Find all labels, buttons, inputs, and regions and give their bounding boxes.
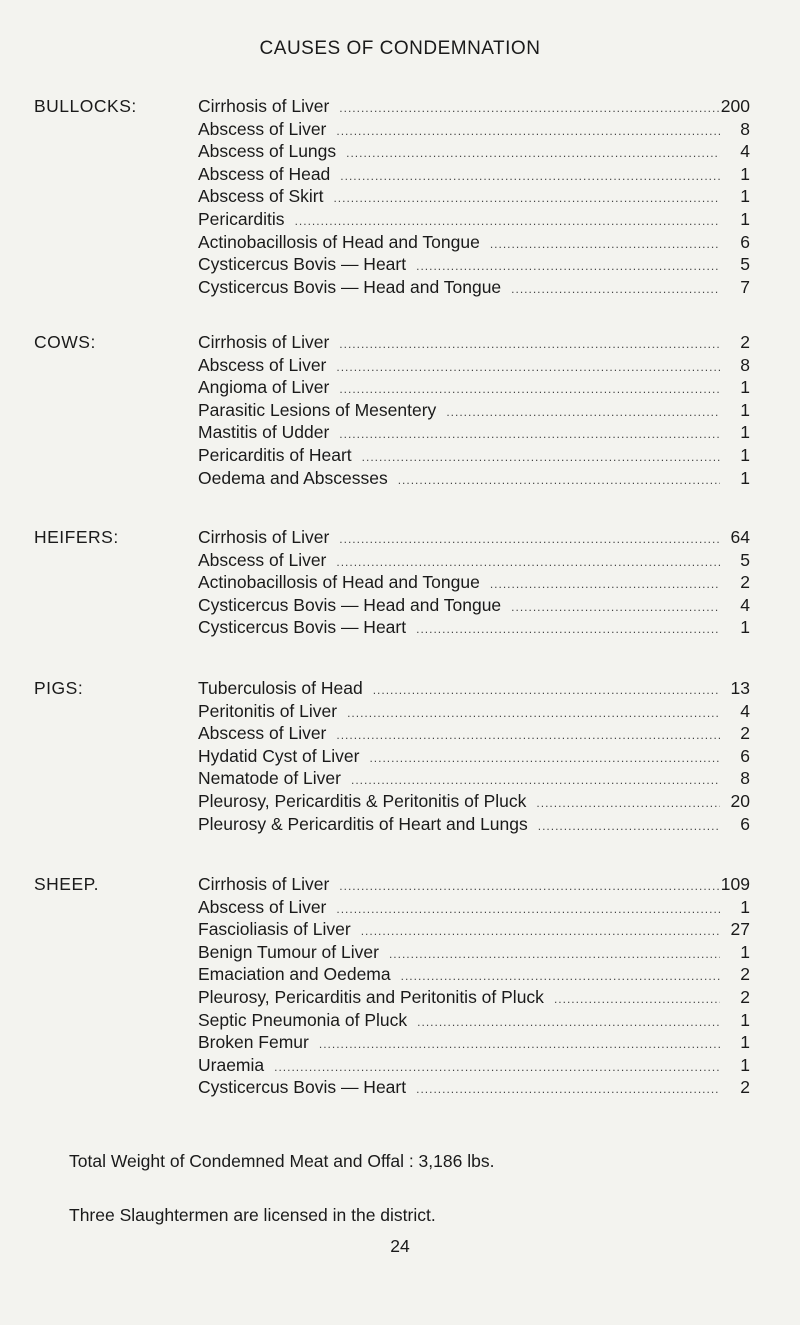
dot-leader [336,124,720,138]
cause-count: 8 [740,118,750,139]
dot-leader [362,450,720,464]
cause-row [198,897,750,920]
cause-label: Septic Pneumonia of Pluck [198,1009,408,1030]
dot-leader [339,427,720,441]
cause-label: Parasitic Lesions of Mesentery [198,399,437,420]
dot-leader [389,947,720,961]
cause-count: 1 [740,617,750,638]
cause-label: Pleurosy & Pericarditis of Heart and Lungs [198,813,528,834]
cause-count: 1 [740,444,750,465]
cause-count: 2 [740,723,750,744]
cause-label: Peritonitis of Liver [198,700,338,721]
cause-count: 1 [740,896,750,917]
cause-label: Cirrhosis of Liver [198,96,330,116]
cause-count: 1 [740,1009,750,1030]
dot-leader [417,1015,720,1029]
dot-leader [274,1060,720,1074]
cause-row [198,164,750,187]
cause-count: 64 [730,527,750,547]
cause-row [198,768,750,791]
cause-row [198,277,750,300]
cause-count: 1 [740,467,750,488]
slaughtermen-note: Three Slaughtermen are licensed in the district. [69,1205,436,1225]
cause-label: Pleurosy, Pericarditis & Peritonitis of Pluck [198,790,527,811]
cause-count: 6 [740,231,750,252]
cause-row [198,355,750,378]
cause-label: Pericarditis [198,208,285,229]
dot-leader [333,191,720,205]
cause-count: 2 [740,964,750,985]
total-weight-line: Total Weight of Condemned Meat and Offal : 3,186 lbs. [69,1151,495,1171]
cause-list [198,96,750,299]
dot-leader [336,902,720,916]
cause-row [198,1010,750,1033]
cause-count: 1 [740,186,750,207]
dot-leader [401,969,720,983]
cause-label: Angioma of Liver [198,377,330,398]
cause-list [198,678,750,836]
cause-count: 1 [740,377,750,398]
cause-count: 27 [730,919,750,940]
cause-row [198,964,750,987]
cause-count: 13 [730,678,750,698]
cause-count: 1 [740,422,750,443]
cause-row [198,701,750,724]
cause-count: 5 [740,549,750,570]
cause-label: Emaciation and Oedema [198,964,391,985]
cause-label: Abscess of Liver [198,723,327,744]
dot-leader [339,382,720,396]
cause-row [198,723,750,746]
cause-row [198,254,750,277]
cause-count: 1 [740,208,750,229]
cause-label: Pleurosy, Pericarditis and Peritonitis of Pluck [198,986,544,1007]
page-number: 24 [390,1236,410,1256]
dot-leader [295,214,720,228]
dot-leader [490,237,720,251]
dot-leader [373,683,720,697]
cause-label: Hydatid Cyst of Liver [198,745,360,766]
dot-leader [361,924,720,938]
category-label: HEIFERS: [34,527,119,547]
cause-row [198,186,750,209]
category-label: BULLOCKS: [34,96,137,116]
cause-count: 8 [740,768,750,789]
dot-leader [319,1037,720,1051]
cause-row [198,377,750,400]
cause-count: 4 [740,594,750,615]
cause-label: Fascioliasis of Liver [198,919,351,940]
cause-row [198,527,750,550]
cause-row [198,232,750,255]
cause-count: 2 [740,572,750,593]
cause-label: Abscess of Lungs [198,141,337,162]
cause-label: Cysticercus Bovis — Head and Tongue [198,276,502,297]
dot-leader [339,879,720,893]
cause-row [198,791,750,814]
dot-leader [339,337,720,351]
cause-label: Cirrhosis of Liver [198,332,330,352]
cause-count: 20 [730,790,750,811]
dot-leader [538,819,720,833]
cause-count: 8 [740,354,750,375]
cause-row [198,814,750,837]
cause-count: 1 [740,941,750,962]
cause-list [198,527,750,640]
cause-row [198,617,750,640]
cause-row [198,987,750,1010]
cause-count: 1 [740,163,750,184]
cause-row [198,572,750,595]
cause-label: Uraemia [198,1054,265,1075]
dot-leader [416,1082,720,1096]
dot-leader [336,728,720,742]
cause-count: 2 [740,1077,750,1098]
cause-label: Abscess of Liver [198,896,327,917]
cause-count: 2 [740,332,750,352]
cause-row [198,400,750,423]
cause-label: Pericarditis of Heart [198,444,352,465]
cause-count: 1 [740,1054,750,1075]
cause-count: 5 [740,254,750,275]
dot-leader [416,622,720,636]
cause-count: 6 [740,745,750,766]
dot-leader [398,473,720,487]
cause-row [198,445,750,468]
cause-row [198,1055,750,1078]
cause-count: 4 [740,141,750,162]
cause-row [198,332,750,355]
cause-row [198,96,750,119]
cause-count: 7 [740,276,750,297]
dot-leader [369,751,720,765]
cause-label: Abscess of Liver [198,354,327,375]
cause-count: 1 [740,1032,750,1053]
dot-leader [336,360,720,374]
cause-label: Abscess of Liver [198,118,327,139]
cause-list [198,874,750,1100]
cause-row [198,422,750,445]
dot-leader [511,600,720,614]
page-title: CAUSES OF CONDEMNATION [259,38,541,59]
dot-leader [339,101,720,115]
dot-leader [351,773,720,787]
cause-row [198,919,750,942]
category-label: PIGS: [34,678,84,698]
cause-label: Abscess of Liver [198,549,327,570]
dot-leader [347,706,720,720]
cause-label: Oedema and Abscesses [198,467,388,488]
cause-row [198,1077,750,1100]
cause-label: Actinobacillosis of Head and Tongue [198,231,480,252]
dot-leader [340,169,720,183]
dot-leader [416,259,720,273]
cause-label: Abscess of Skirt [198,186,324,207]
cause-label: Broken Femur [198,1032,309,1053]
cause-count: 109 [720,874,750,894]
cause-label: Cysticercus Bovis — Heart [198,617,407,638]
cause-row [198,119,750,142]
cause-label: Tuberculosis of Head [198,678,363,698]
cause-label: Nematode of Liver [198,768,341,789]
cause-row [198,746,750,769]
cause-row [198,550,750,573]
dot-leader [339,532,720,546]
dot-leader [346,146,720,160]
cause-count: 2 [740,986,750,1007]
category-label: SHEEP. [34,874,99,894]
cause-row [198,678,750,701]
cause-count: 4 [740,700,750,721]
cause-label: Cysticercus Bovis — Head and Tongue [198,594,502,615]
cause-label: Actinobacillosis of Head and Tongue [198,572,480,593]
cause-row [198,141,750,164]
cause-label: Benign Tumour of Liver [198,941,379,962]
dot-leader [446,405,720,419]
cause-label: Cirrhosis of Liver [198,874,330,894]
cause-count: 1 [740,399,750,420]
dot-leader [536,796,720,810]
cause-label: Cysticercus Bovis — Heart [198,1077,407,1098]
cause-count: 200 [720,96,750,116]
cause-label: Cirrhosis of Liver [198,527,330,547]
cause-label: Mastitis of Udder [198,422,330,443]
dot-leader [511,282,720,296]
cause-label: Abscess of Head [198,163,331,184]
cause-row [198,942,750,965]
dot-leader [554,992,720,1006]
category-label: COWS: [34,332,96,352]
cause-row [198,468,750,491]
cause-row [198,874,750,897]
cause-count: 6 [740,813,750,834]
dot-leader [490,577,720,591]
cause-label: Cysticercus Bovis — Heart [198,254,407,275]
cause-list [198,332,750,490]
cause-row [198,209,750,232]
cause-row [198,1032,750,1055]
cause-row [198,595,750,618]
dot-leader [336,555,720,569]
